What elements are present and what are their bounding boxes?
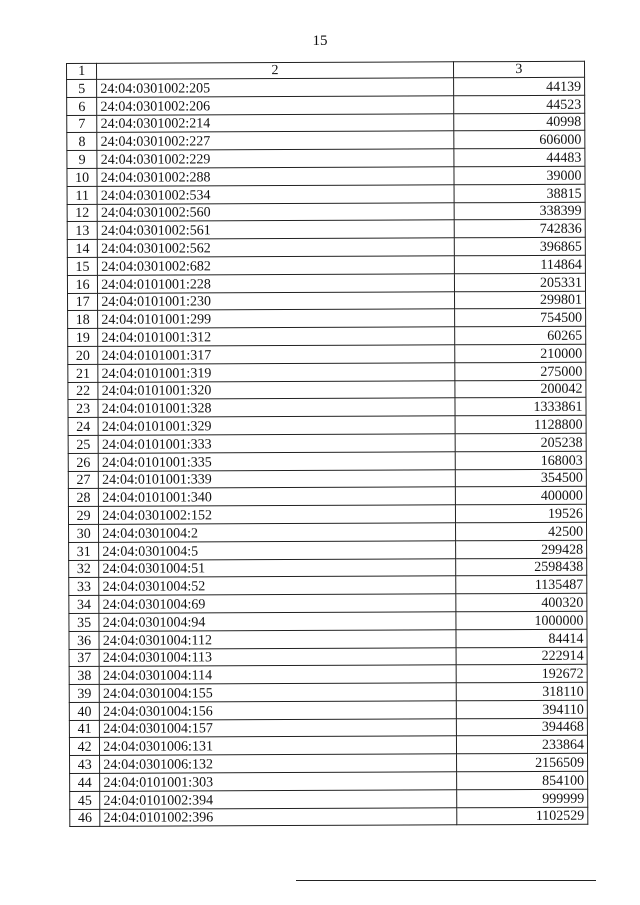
table-row: [69, 522, 587, 542]
value-cell: 60265: [454, 326, 585, 344]
cadastral-number-cell: 24:04:0301002:214: [97, 113, 454, 132]
row-number-cell: 40: [69, 702, 99, 720]
table-row: [69, 576, 587, 596]
table-row: [67, 131, 585, 151]
cadastral-number-cell: 24:04:0101001:328: [98, 398, 455, 417]
value-cell: 999999: [456, 789, 587, 807]
table-row: [68, 487, 586, 507]
row-number-cell: 23: [68, 400, 98, 418]
table-row: [69, 700, 587, 720]
row-number-cell: 44: [70, 773, 100, 791]
cadastral-number-cell: 24:04:0301002:152: [99, 505, 456, 524]
table-row: [68, 291, 586, 311]
row-number-cell: 21: [68, 364, 98, 382]
page-number: 15: [312, 33, 328, 49]
table-row: [68, 415, 586, 435]
value-cell: 42500: [455, 522, 586, 540]
cadastral-number-cell: 24:04:0301002:288: [97, 167, 454, 186]
value-cell: 1000000: [456, 611, 587, 629]
table-row: [69, 540, 587, 560]
value-cell: 354500: [455, 469, 586, 487]
value-cell: 275000: [455, 362, 586, 380]
cadastral-number-cell: 24:04:0301004:114: [99, 665, 456, 684]
row-number-cell: 30: [69, 524, 99, 542]
table-row: [70, 771, 588, 791]
row-number-cell: 22: [68, 382, 98, 400]
cadastral-number-cell: 24:04:0101001:329: [98, 416, 455, 435]
value-cell: 210000: [454, 344, 585, 362]
table-row: [68, 451, 586, 471]
table-row: [69, 611, 587, 631]
table-row: [68, 326, 586, 346]
table-row: [67, 255, 585, 275]
table-row: [68, 344, 586, 364]
cadastral-number-cell: 24:04:0301004:52: [99, 576, 456, 595]
cadastral-number-cell: 24:04:0301002:534: [97, 185, 454, 204]
value-cell: 222914: [456, 647, 587, 665]
value-cell: 394110: [456, 700, 587, 718]
cadastral-number-cell: 24:04:0301004:5: [99, 541, 456, 560]
value-cell: 394468: [456, 718, 587, 736]
cadastral-number-cell: 24:04:0101001:333: [98, 434, 455, 453]
row-number-cell: 46: [70, 809, 100, 827]
cadastral-number-cell: 24:04:0101001:339: [99, 469, 456, 488]
cadastral-number-cell: 24:04:0101001:317: [98, 345, 455, 364]
cadastral-number-cell: 24:04:0301004:2: [99, 523, 456, 542]
value-cell: 39000: [454, 166, 585, 184]
table-row: [67, 77, 585, 97]
row-number-cell: 5: [67, 79, 97, 97]
value-cell: 1102529: [456, 807, 587, 825]
table-row: [68, 433, 586, 453]
cadastral-number-cell: 24:04:0101001:230: [98, 291, 455, 310]
table-row: [70, 754, 588, 774]
value-cell: 233864: [456, 736, 587, 754]
column-header-2: 2: [97, 62, 454, 80]
row-number-cell: 12: [67, 204, 97, 222]
cadastral-number-cell: 24:04:0101001:228: [98, 274, 455, 293]
row-number-cell: 28: [68, 489, 98, 507]
row-number-cell: 7: [67, 115, 97, 133]
cadastral-number-cell: 24:04:0301004:51: [99, 558, 456, 577]
value-cell: 318110: [456, 682, 587, 700]
table-row: [67, 202, 585, 222]
row-number-cell: 9: [67, 151, 97, 169]
cadastral-number-cell: 24:04:0301004:113: [99, 647, 456, 666]
row-number-cell: 10: [67, 168, 97, 186]
value-cell: 205238: [455, 433, 586, 451]
value-cell: 40998: [453, 113, 584, 131]
value-cell: 299801: [454, 291, 585, 309]
cadastral-number-cell: 24:04:0101001:340: [99, 487, 456, 506]
value-cell: 38815: [454, 184, 585, 202]
cadastral-number-cell: 24:04:0301004:112: [99, 630, 456, 649]
row-number-cell: 19: [68, 329, 98, 347]
row-number-cell: 18: [68, 311, 98, 329]
value-cell: 1135487: [455, 576, 586, 594]
column-header-1: 1: [67, 63, 97, 79]
table-row: [67, 166, 585, 186]
row-number-cell: 15: [67, 257, 97, 275]
row-number-cell: 39: [69, 684, 99, 702]
cadastral-number-cell: 24:04:0301002:562: [98, 238, 455, 257]
cadastral-number-cell: 24:04:0301002:682: [98, 256, 455, 275]
table-row: [68, 380, 586, 400]
row-number-cell: 41: [69, 720, 99, 738]
value-cell: 742836: [454, 220, 585, 238]
cadastral-number-cell: 24:04:0101002:394: [100, 790, 457, 809]
value-cell: 338399: [454, 202, 585, 220]
value-cell: 299428: [455, 540, 586, 558]
row-number-cell: 32: [69, 560, 99, 578]
row-number-cell: 29: [68, 506, 98, 524]
cadastral-number-cell: 24:04:0301002:229: [97, 149, 454, 168]
row-number-cell: 13: [67, 222, 97, 240]
table-row: [67, 184, 585, 204]
value-cell: 400320: [456, 593, 587, 611]
value-cell: 84414: [456, 629, 587, 647]
value-cell: 2598438: [455, 558, 586, 576]
row-number-cell: 17: [68, 293, 98, 311]
cadastral-number-cell: 24:04:0301002:560: [97, 202, 454, 221]
value-cell: 44483: [454, 148, 585, 166]
cadastral-value-table: [66, 61, 588, 828]
row-number-cell: 8: [67, 133, 97, 151]
cadastral-number-cell: 24:04:0301002:227: [97, 131, 454, 150]
table-row: [69, 682, 587, 702]
cadastral-number-cell: 24:04:0101001:320: [98, 380, 455, 399]
table-row: [68, 362, 586, 382]
column-header-3: 3: [453, 61, 584, 78]
value-cell: 200042: [455, 380, 586, 398]
row-number-cell: 38: [69, 667, 99, 685]
table-row: [68, 398, 586, 418]
table-row: [69, 647, 587, 667]
cadastral-number-cell: 24:04:0101001:312: [98, 327, 455, 346]
table-body: [67, 61, 588, 827]
row-number-cell: 11: [67, 186, 97, 204]
table-row: [69, 629, 587, 649]
row-number-cell: 33: [69, 578, 99, 596]
table-row: [69, 593, 587, 613]
row-number-cell: 35: [69, 613, 99, 631]
value-cell: 114864: [454, 255, 585, 273]
table-row: [70, 807, 588, 827]
row-number-cell: 27: [68, 471, 98, 489]
value-cell: 44523: [453, 95, 584, 113]
table-row: [67, 148, 585, 168]
cadastral-number-cell: 24:04:0301002:561: [97, 220, 454, 239]
row-number-cell: 37: [69, 649, 99, 667]
value-cell: 400000: [455, 487, 586, 505]
table-row: [70, 789, 588, 809]
cadastral-number-cell: 24:04:0101002:396: [100, 807, 457, 826]
table-row: [68, 504, 586, 524]
table-row: [67, 237, 585, 257]
table-row: [69, 718, 587, 738]
value-cell: 1128800: [455, 415, 586, 433]
cadastral-number-cell: 24:04:0101001:319: [98, 363, 455, 382]
table-row: [67, 95, 585, 115]
row-number-cell: 20: [68, 346, 98, 364]
value-cell: 1333861: [455, 398, 586, 416]
row-number-cell: 16: [67, 275, 97, 293]
value-cell: 2156509: [456, 754, 587, 772]
value-cell: 44139: [453, 77, 584, 95]
cadastral-number-cell: 24:04:0101001:303: [100, 772, 457, 791]
table-row: [69, 558, 587, 578]
table-row: [67, 273, 585, 293]
value-cell: 754500: [454, 309, 585, 327]
cadastral-number-cell: 24:04:0301004:156: [100, 701, 457, 720]
value-cell: 854100: [456, 771, 587, 789]
value-cell: 396865: [454, 237, 585, 255]
table-row: [68, 309, 586, 329]
cadastral-number-cell: 24:04:0301002:205: [97, 78, 454, 97]
row-number-cell: 42: [69, 738, 99, 756]
value-cell: 19526: [455, 504, 586, 522]
row-number-cell: 36: [69, 631, 99, 649]
row-number-cell: 45: [70, 791, 100, 809]
cadastral-number-cell: 24:04:0301004:155: [99, 683, 456, 702]
table-row: [69, 736, 587, 756]
value-cell: 606000: [454, 131, 585, 149]
cadastral-number-cell: 24:04:0301006:132: [100, 754, 457, 773]
value-cell: 192672: [456, 665, 587, 683]
row-number-cell: 14: [67, 240, 97, 258]
value-cell: 168003: [455, 451, 586, 469]
bottom-rule: [296, 880, 596, 881]
table-row: [69, 665, 587, 685]
row-number-cell: 34: [69, 595, 99, 613]
row-number-cell: 26: [68, 453, 98, 471]
cadastral-number-cell: 24:04:0301002:206: [97, 96, 454, 115]
row-number-cell: 25: [68, 435, 98, 453]
row-number-cell: 43: [70, 756, 100, 774]
cadastral-number-cell: 24:04:0301004:157: [100, 718, 457, 737]
value-cell: 205331: [454, 273, 585, 291]
row-number-cell: 31: [69, 542, 99, 560]
table-row: [67, 220, 585, 240]
row-number-cell: 6: [67, 97, 97, 115]
table-row: [68, 469, 586, 489]
cadastral-number-cell: 24:04:0301004:69: [99, 594, 456, 613]
row-number-cell: 24: [68, 418, 98, 436]
cadastral-number-cell: 24:04:0101001:299: [98, 309, 455, 328]
cadastral-number-cell: 24:04:0301006:131: [100, 736, 457, 755]
table-row: [67, 113, 585, 133]
cadastral-number-cell: 24:04:0301004:94: [99, 612, 456, 631]
cadastral-number-cell: 24:04:0101001:335: [98, 452, 455, 471]
